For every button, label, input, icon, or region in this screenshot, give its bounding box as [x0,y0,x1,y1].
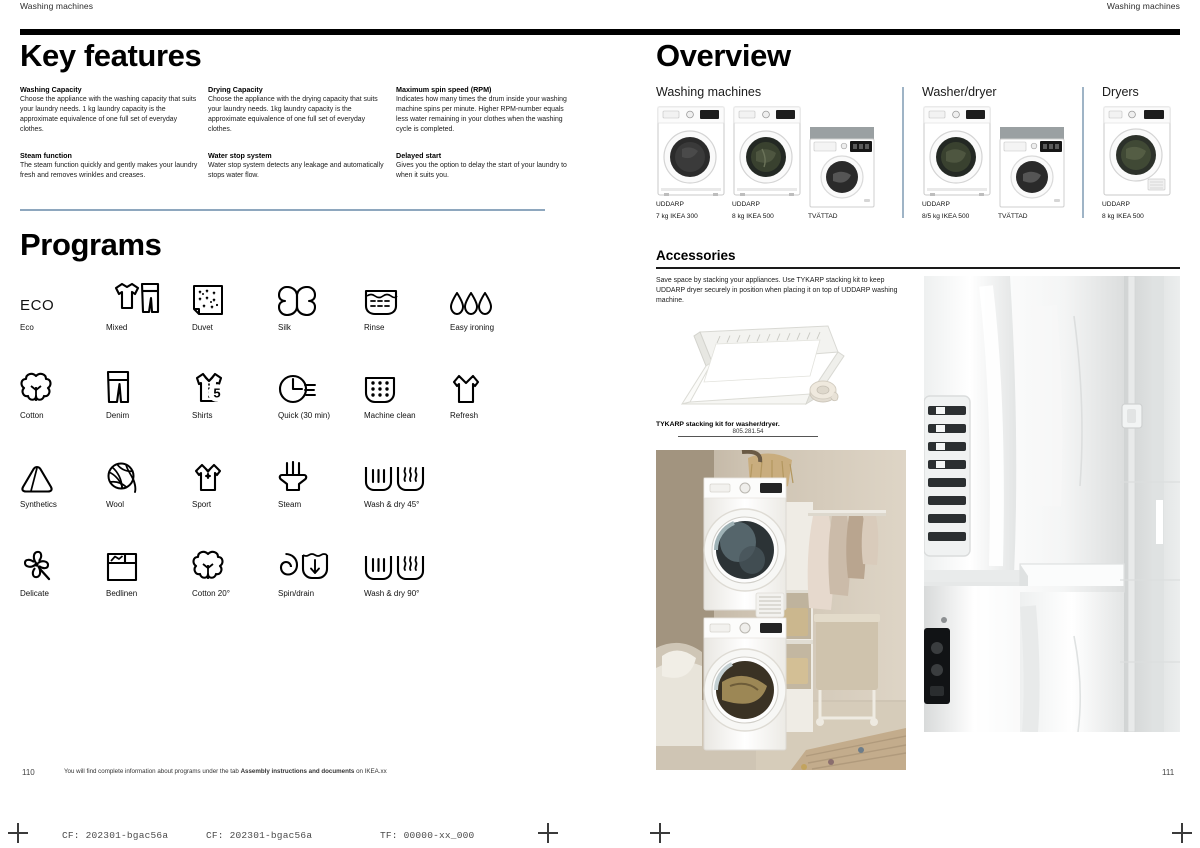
overview-item-name: UDDARP [732,200,760,208]
program-sport [192,453,278,510]
eco-icon [20,276,106,316]
overview-item-spec: 8/5 kg IKEA 500 [922,213,970,221]
silk-icon [278,276,364,316]
dryer-illustration [1102,105,1172,197]
program-label: Wash & dry 45° [364,500,420,509]
shirts-icon [192,364,278,404]
program-label: Shirts [192,411,213,421]
overview-item-spec: 8 kg IKEA 500 [732,213,774,221]
running-head-right: Washing machines [1106,1,1180,11]
registration-tf: TF: 00000-xx_000 [380,830,475,841]
feature-body: The steam function quickly and gently makes your laundry fresh and removes wrinkles and creases. [20,162,198,180]
footnote-part-c: on IKEA.xx [354,768,387,775]
washer-dryer-illustration [922,105,992,197]
feature-body: Choose the appliance with the drying capacity that suits your laundry needs. 1kg laundry capacity is the approximate equivalence of one full set of everyday clothes. [208,95,378,133]
overview-item [732,105,802,223]
kit-article-number: 805.281.54 [678,428,818,437]
program-rinse [364,276,450,333]
program-label: Sport [192,500,212,509]
mixed-icon [106,276,192,316]
overview-item-spec: 7 kg IKEA 300 [656,213,698,221]
bedlinen-icon [106,542,192,582]
overview-item-name: UDDARP [922,200,950,208]
feature-heading: Maximum spin speed (RPM) [396,84,492,94]
feature-heading: Water stop system [208,150,272,160]
spin-drain-icon [278,542,364,582]
program-label: Wash & dry 90° [364,588,420,598]
feature-heading: Steam function [20,150,72,160]
program-label: Silk [278,322,291,332]
overview-item-name: UDDARP [1102,200,1130,208]
overview-item [998,125,1066,222]
program-denim [106,364,192,421]
builtin-washer-dryer-illustration [998,125,1066,209]
right-page [656,40,1180,770]
refresh-icon [450,364,536,404]
footnote-part-a: You will find complete information about programs under the tab [64,768,241,775]
overview-group-washer-dryer [902,85,1082,223]
program-label: Duvet [192,322,213,332]
wash-dry-90-icon [364,542,474,582]
wool-icon [106,453,192,493]
registration-cf-mid: CF: 202301-bgac56a [206,830,313,841]
program-delicate [20,542,106,599]
overview-item [808,125,876,222]
feature-body: Water stop system detects any leakage and automatically stops water flow. [208,162,384,180]
overview-columns [656,85,1180,223]
page-number-left: 110 [22,768,35,777]
accessories-left-column [656,276,906,770]
feature-drying-capacity [208,85,386,135]
delicate-icon [20,542,106,582]
program-cotton-20 [192,542,278,599]
program-mixed [106,276,192,333]
program-eco [20,276,106,333]
steam-icon [278,453,364,493]
overview-group-washing-machines [656,85,902,223]
page-title-programs: Programs [20,227,162,263]
program-label: Bedlinen [106,588,138,598]
feature-body: Gives you the option to delay the start of your laundry to when it suits you. [396,162,567,180]
washing-machine-illustration [656,105,726,197]
program-steam [278,453,364,510]
easy-ironing-icon [450,276,536,316]
feature-water-stop-system [208,151,386,181]
synthetics-icon [20,453,106,493]
program-label: Delicate [20,588,49,598]
programs-grid [20,276,580,598]
feature-heading: Washing Capacity [20,84,82,94]
feature-body: Indicates how many times the drum inside your washing machine spins per minute. Higher RPM-number equals less water remaining in your clothes when the washing cycle is completed. [396,95,567,133]
duvet-icon [192,276,278,316]
program-label: Synthetics [20,500,57,509]
washing-machine-illustration [732,105,802,197]
program-wool [106,453,192,510]
program-label: Spin/drain [278,588,315,598]
accessories-description: Save space by stacking your appliances. Use TYKARP stacking kit to keep UDDARP dryer securely in position when placing it on top of UDDARP washing machine. [656,276,898,304]
program-label: Cotton [20,411,44,421]
kit-name: TYKARP stacking kit for washer/dryer. [656,420,780,428]
program-shirts [192,364,278,421]
overview-item [1102,105,1172,223]
overview-group-heading: Dryers [1102,84,1139,99]
accessories-divider [656,267,1180,268]
accessories-section [656,248,1180,769]
feature-heading: Delayed start [396,150,442,160]
top-divider-bar [20,29,1180,35]
denim-icon [106,364,192,404]
eco-icon-text: ECO [20,296,55,314]
sport-icon [192,453,278,493]
rinse-icon [364,276,450,316]
machine-clean-icon [364,364,450,404]
page-number-right: 111 [1162,768,1175,777]
program-easy-ironing [450,276,536,333]
program-label: Denim [106,411,130,421]
overview-group-heading: Washing machines [656,84,762,99]
quick-icon [278,364,364,404]
program-wash-dry-90 [364,542,474,599]
program-synthetics [20,453,106,510]
page-title-overview: Overview [656,38,791,73]
program-label: Quick (30 min) [278,411,331,421]
program-label: Wool [106,500,125,509]
program-quick [278,364,364,421]
program-label: Refresh [450,411,479,421]
footnote-emphasis: Assembly instructions and documents [240,768,355,775]
overview-item [922,105,992,223]
builtin-washer-illustration [808,125,876,209]
footnote [64,768,387,775]
feature-body: Choose the appliance with the washing capacity that suits your laundry needs. 1 kg laundry capacity is the approximate equivalence of one full set of everyday clothes. [20,95,197,133]
accessories-title: Accessories [656,248,736,264]
feature-steam-function [20,151,198,181]
overview-item [656,105,726,223]
program-spin-drain [278,542,364,599]
feature-washing-capacity [20,85,198,135]
key-features-grid [20,85,580,182]
programs-grid-spacer [450,453,536,510]
overview-item-name: TVÄTTAD [808,213,838,221]
program-cotton [20,364,106,421]
program-label: Eco [20,322,34,332]
overview-item-name: TVÄTTAD [998,213,1028,221]
left-page [20,40,580,598]
laundry-room-photo [656,450,906,770]
tykarp-stacking-kit-image [660,314,850,419]
overview-group-dryers [1082,85,1180,223]
appliance-closeup-photo [924,276,1180,732]
page-title-key-features: Key features [20,38,202,73]
program-duvet [192,276,278,333]
program-label: Steam [278,500,302,509]
overview-group-heading: Washer/dryer [922,84,997,99]
cotton-icon [20,364,106,404]
program-label: Cotton 20° [192,588,230,598]
program-label: Mixed [106,322,128,332]
feature-delayed-start [396,151,574,181]
overview-item-name: UDDARP [656,200,684,208]
section-divider-blue [20,209,545,211]
svg-text:5: 5 [213,385,221,401]
running-head-left: Washing machines [20,1,94,11]
feature-heading: Drying Capacity [208,84,263,94]
program-refresh [450,364,536,421]
program-machine-clean [364,364,450,421]
program-label: Machine clean [364,411,416,421]
registration-cf-left: CF: 202301-bgac56a [62,830,169,841]
program-label: Easy ironing [450,322,495,332]
program-silk [278,276,364,333]
program-label: Rinse [364,322,385,332]
cotton-20-icon [192,542,278,582]
overview-item-spec: 8 kg IKEA 500 [1102,213,1144,221]
feature-max-spin-speed [396,85,574,135]
program-bedlinen [106,542,192,599]
